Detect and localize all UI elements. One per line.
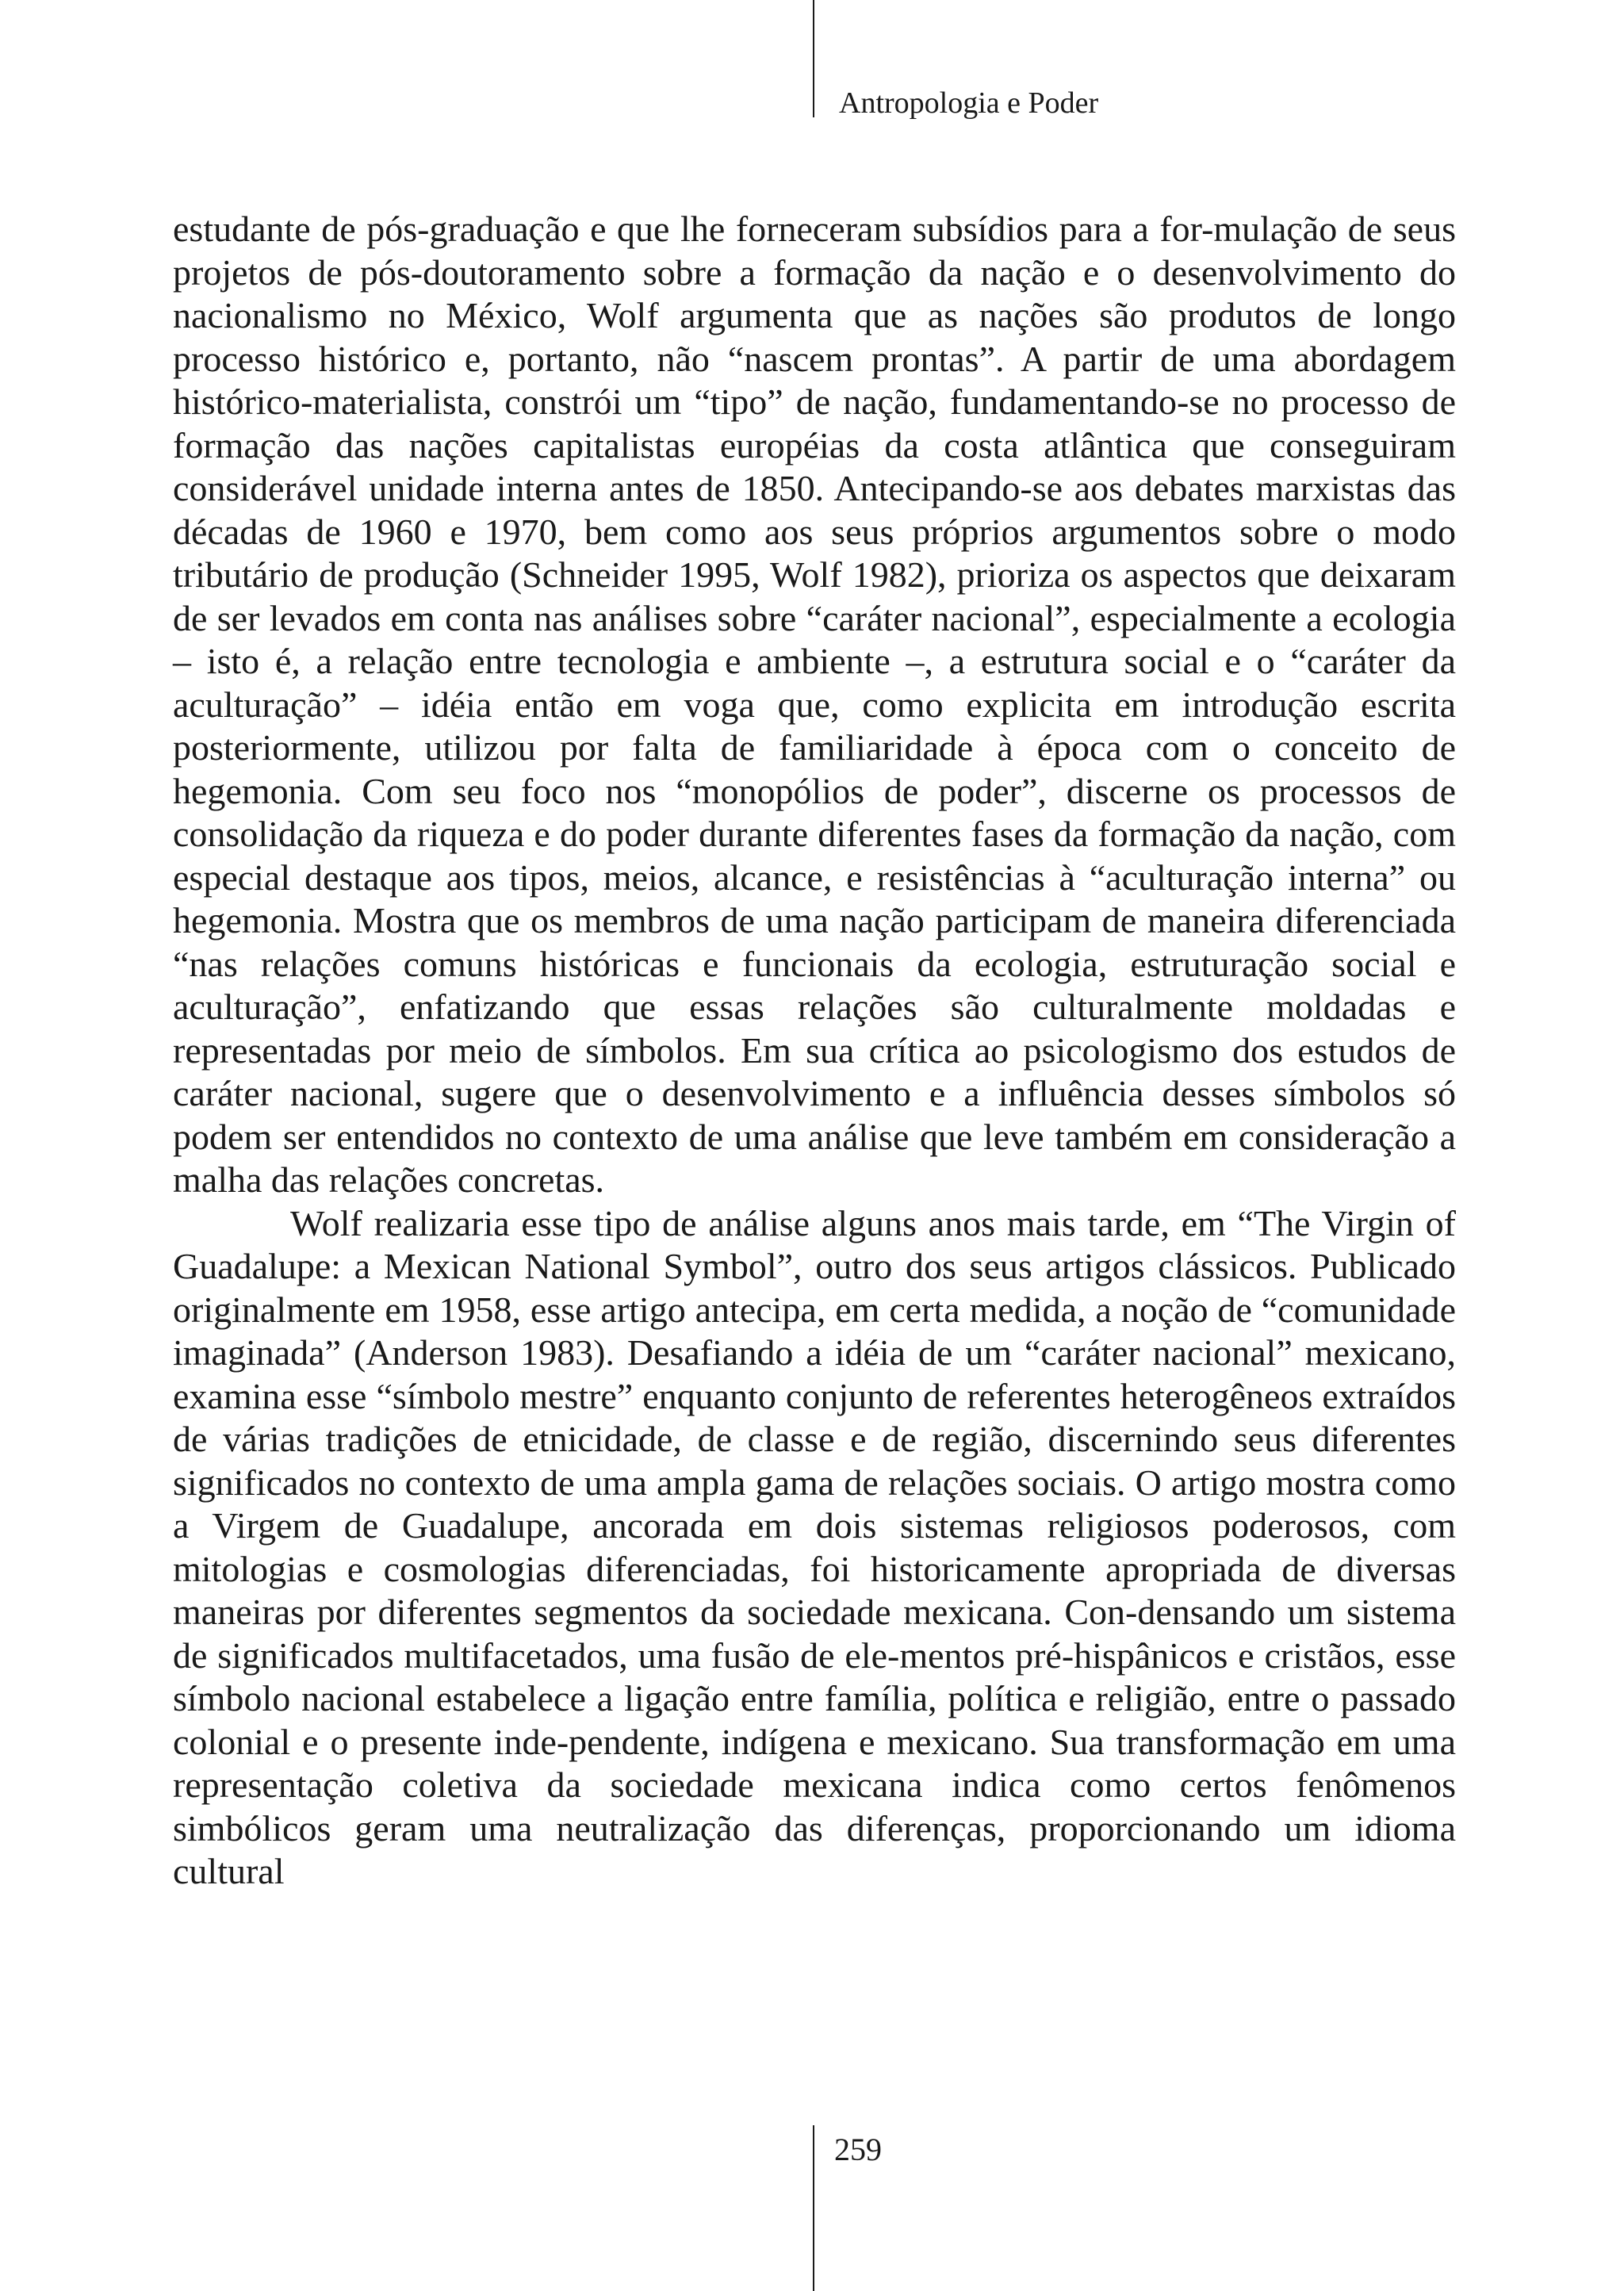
body-text xyxy=(173,208,1456,1894)
header-rule xyxy=(813,0,814,117)
footer-rule xyxy=(813,2125,814,2291)
paragraph-1: estudante de pós-graduação e que lhe forneceram subsídios para a for-mulação de seus projetos de pós-doutoramento sobre a formação da nação e o desenvolvimento do nacionalismo no México, Wolf argumenta que as nações são produtos de longo processo histórico e, portanto, não “nascem prontas”. A partir de uma abordagem histórico-materialista, constrói um “tipo” de nação, fundamentando-se no processo de formação das nações capitalistas européias da costa atlântica que conseguiram considerável unidade interna antes de 1850. Antecipando-se aos debates marxistas das décadas de 1960 e 1970, bem como aos seus próprios argumentos sobre o modo tributário de produção (Schneider 1995, Wolf 1982), prioriza os aspectos que deixaram de ser levados em conta nas análises sobre “caráter nacional”, especialmente a ecologia – isto é, a relação entre tecnologia e ambiente –, a estrutura social e o “caráter da aculturação” – idéia então em voga que, como explicita em introdução escrita posteriormente, utilizou por falta de familiaridade à época com o conceito de hegemonia. Com seu foco nos “monopólios de poder”, discerne os processos de consolidação da riqueza e do poder durante diferentes fases da formação da nação, com especial destaque aos tipos, meios, alcance, e resistências à “aculturação interna” ou hegemonia. Mostra que os membros de uma nação participam de maneira diferenciada “nas relações comuns históricas e funcionais da ecologia, estruturação social e aculturação”, enfatizando que essas relações são culturalmente moldadas e representadas por meio de símbolos. Em sua crítica ao psicologismo dos estudos de caráter nacional, sugere que o desenvolvimento e a influência desses símbolos só podem ser entendidos no contexto de uma análise que leve também em consideração a malha das relações concretas. xyxy=(173,209,1456,1200)
paragraph-2: Wolf realizaria esse tipo de análise alguns anos mais tarde, em “The Virgin of Guadalupe: a Mexican National Symbol”, outro dos seus artigos clássicos. Publicado originalmente em 1958, esse artigo antecipa, em certa medida, a noção de “comunidade imaginada” (Anderson 1983). Desafiando a idéia de um “caráter nacional” mexicano, examina esse “símbolo mestre” enquanto conjunto de referentes heterogêneos extraídos de várias tradições de etnicidade, de classe e de região, discernindo seus diferentes significados no contexto de uma ampla gama de relações sociais. O artigo mostra como a Virgem de Guadalupe, ancorada em dois sistemas religiosos poderosos, com mitologias e cosmologias diferenciadas, foi historicamente apropriada de diversas maneiras por diferentes segmentos da sociedade mexicana. Con-densando um sistema de significados multifacetados, uma fusão de ele-mentos pré-hispânicos e cristãos, esse símbolo nacional estabelece a ligação entre família, política e religião, entre o passado colonial e o presente inde-pendente, indígena e mexicano. Sua transformação em uma representação coletiva da sociedade mexicana indica como certos fenômenos simbólicos geram uma neutralização das diferenças, proporcionando um idioma cultural xyxy=(173,1202,1456,1891)
page-number: 259 xyxy=(834,2132,882,2167)
running-head-title: Antropologia e Poder xyxy=(839,86,1099,120)
